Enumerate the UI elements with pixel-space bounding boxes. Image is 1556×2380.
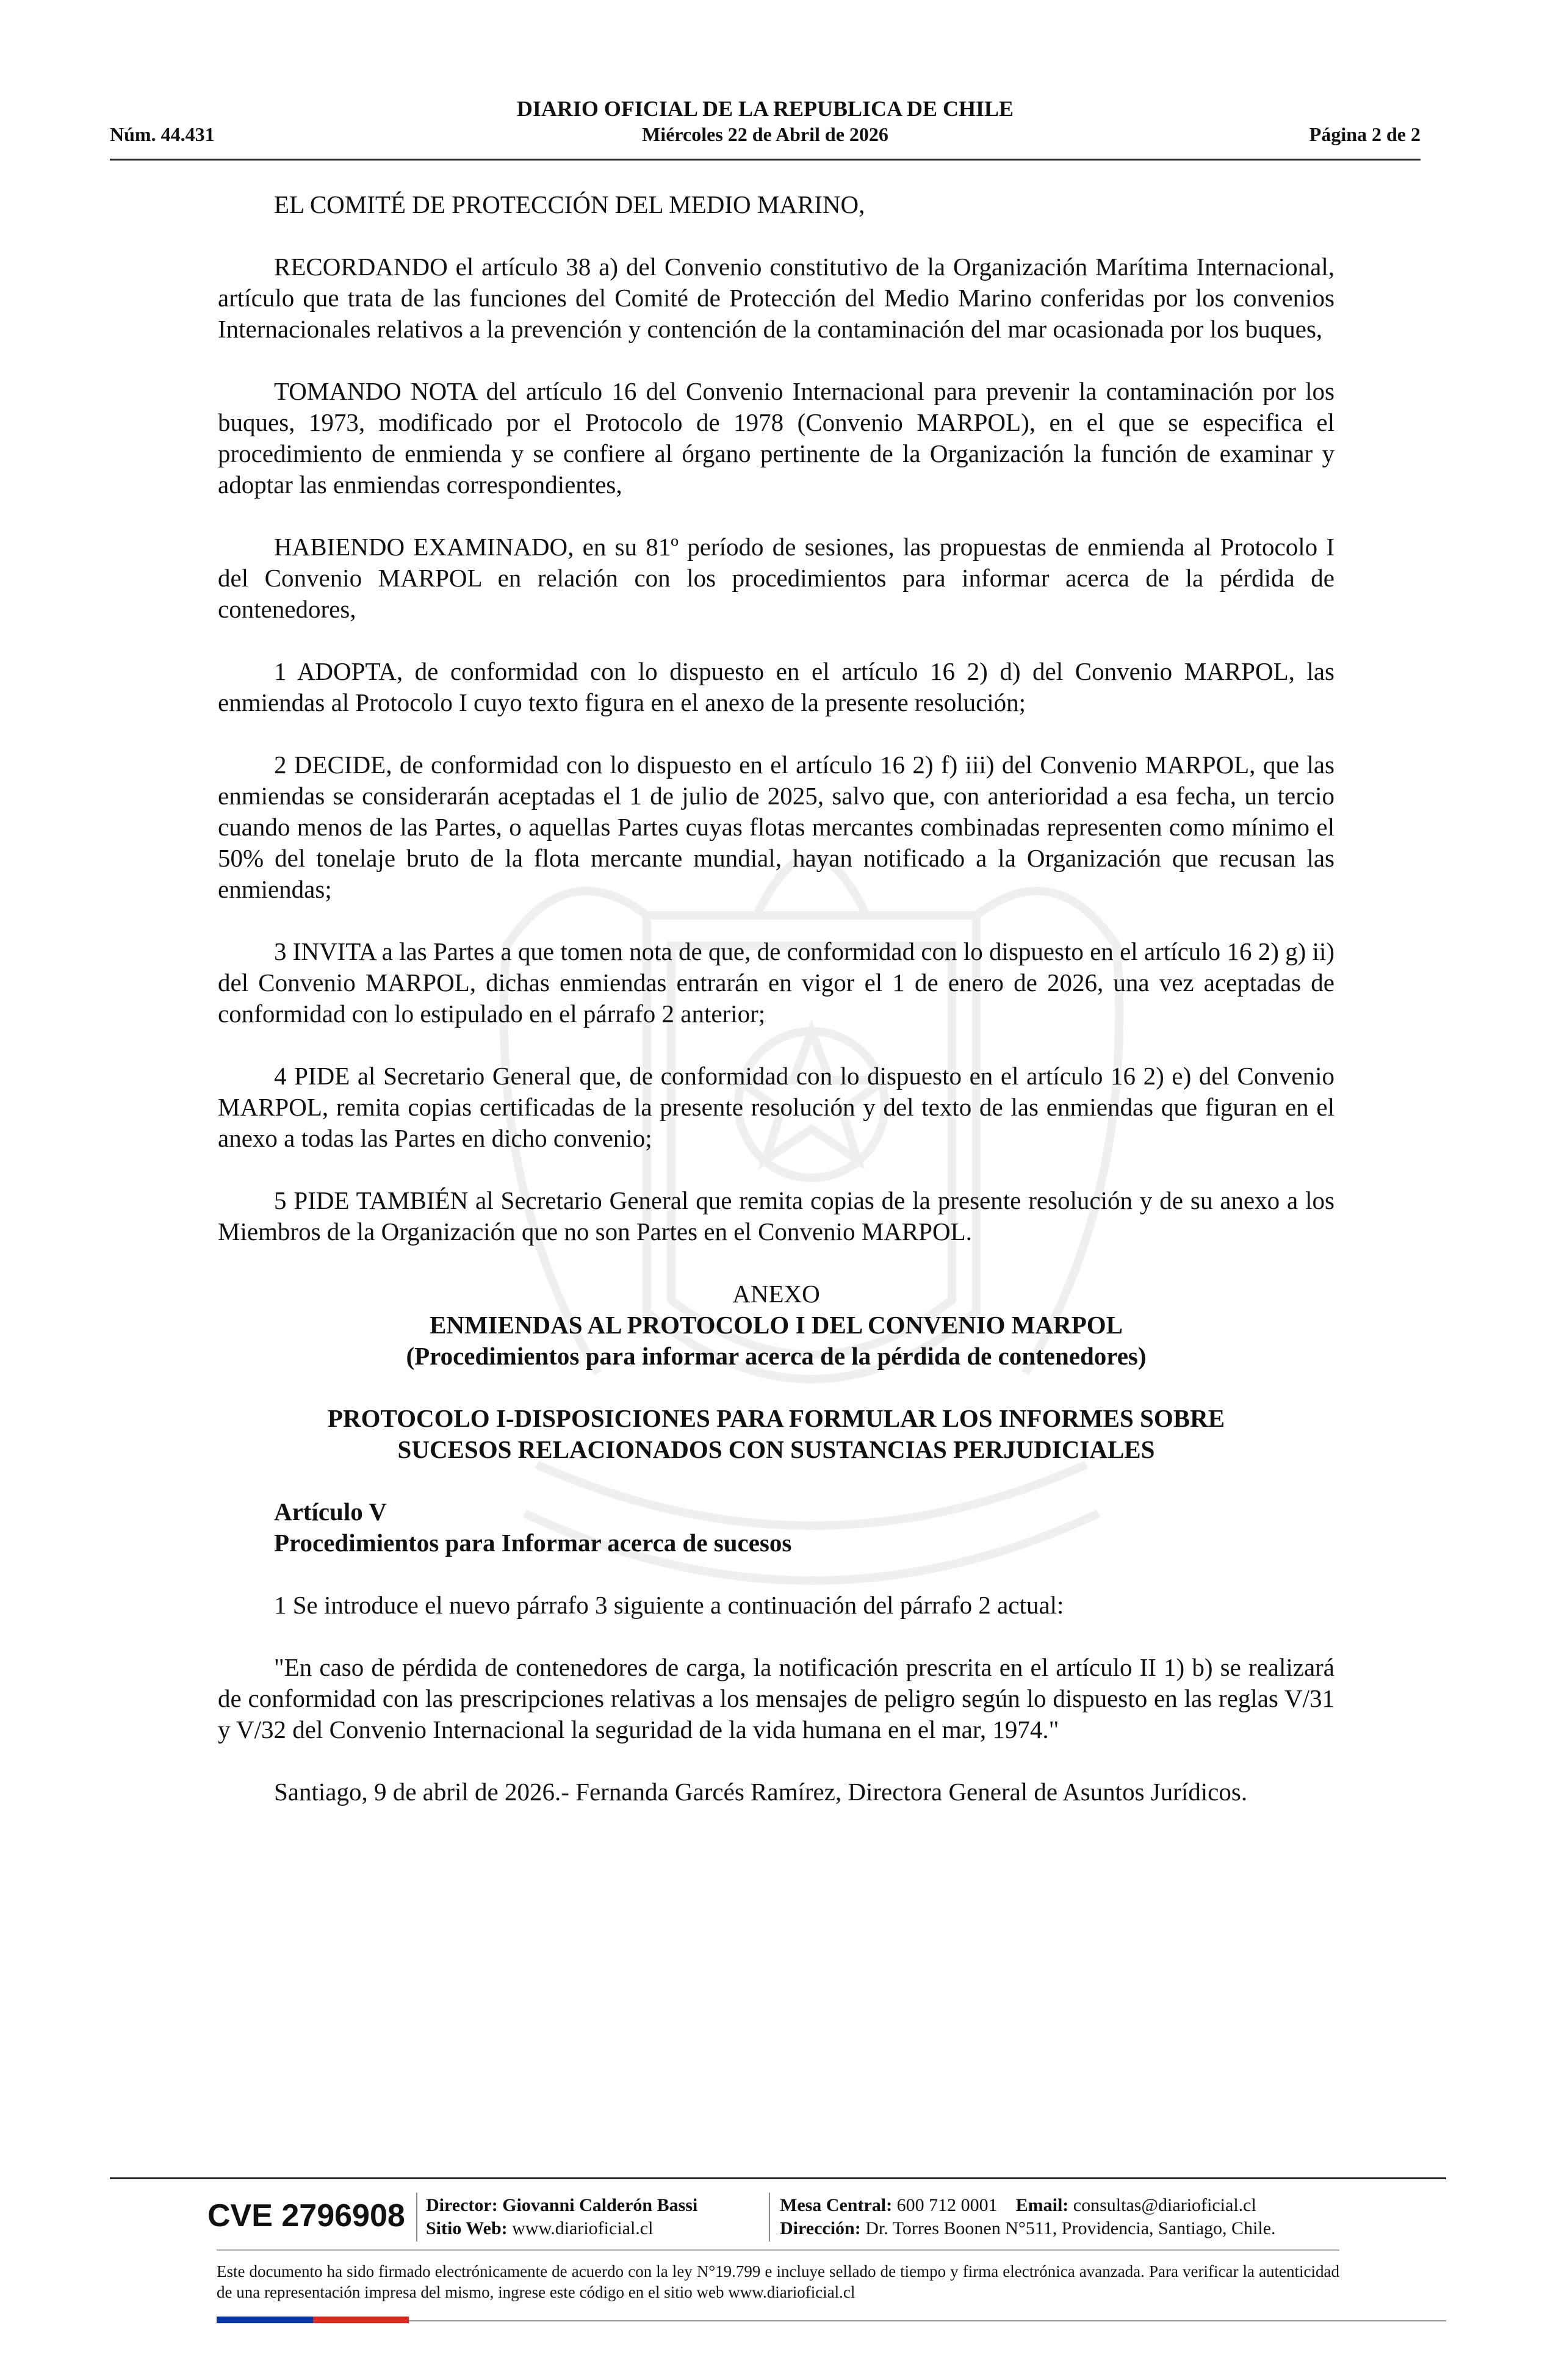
article-subtitle: Procedimientos para Informar acerca de sucesos [274, 1529, 792, 1557]
address-label: Dirección: [780, 2218, 861, 2238]
website-label: Sitio Web: [426, 2218, 508, 2238]
article-quote: "En caso de pérdida de contenedores de carga, la notificación prescrita en el artículo II 1) b) se realizará de conformidad con las prescripciones relativas a los mensajes de peligro según lo dispuesto en las reglas V/31 y V/32 del Convenio Internacional la seguridad de la vida humana en el mar, 1974." [218, 1653, 1334, 1744]
director-label: Director: [426, 2195, 498, 2215]
article-heading [274, 1496, 1334, 1559]
page-footer [110, 2177, 1446, 2301]
annex-title: ANEXO [732, 1280, 820, 1308]
paragraph-invita: 3 INVITA a las Partes a que tomen nota de que, de conformidad con lo dispuesto en el artículo 16 2) g) ii) del Convenio MARPOL, dichas enmiendas entrarán en vigor el 1 de enero de 2026, una vez aceptadas de conformidad con lo estipulado en el párrafo 2 anterior; [218, 937, 1334, 1028]
page-header [110, 95, 1421, 160]
footer-separator [217, 2249, 1339, 2251]
footer-bottom-rule [409, 2320, 1446, 2321]
email-label: Email: [1015, 2195, 1069, 2215]
annex-subtitle: ENMIENDAS AL PROTOCOLO I DEL CONVENIO MARPOL [429, 1311, 1123, 1339]
cve-code: CVE 2796908 [207, 2198, 405, 2234]
protocol-title-line1: PROTOCOLO I-DISPOSICIONES PARA FORMULAR LOS INFORMES SOBRE [327, 1404, 1225, 1432]
gazette-title: DIARIO OFICIAL DE LA REPUBLICA DE CHILE [516, 96, 1014, 121]
protocol-heading [218, 1403, 1334, 1465]
flag-red-segment [313, 2317, 409, 2323]
article-title: Artículo V [274, 1498, 387, 1526]
phone-label: Mesa Central: [780, 2195, 893, 2215]
paragraph-recordando: RECORDANDO el artículo 38 a) del Convenio constitutivo de la Organización Marítima Internacional, artículo que trata de las funciones del Comité de Protección del Medio Marino conferidas por los convenios Internacionales relativos a la prevención y contención de la contaminación del mar ocasionada por los buques, [218, 253, 1334, 343]
flag-color-bar [217, 2317, 409, 2323]
paragraph-habiendo-examinado: HABIENDO EXAMINADO, en su 81º período de sesiones, las propuestas de enmienda al Protocolo I del Convenio MARPOL en relación con los procedimientos para informar acerca de la pérdida de contenedores, [218, 533, 1334, 623]
issue-number: Núm. 44.431 [110, 123, 215, 145]
protocol-title-line2: SUCESOS RELACIONADOS CON SUSTANCIAS PERJUDICIALES [397, 1435, 1155, 1463]
paragraph-adopta: 1 ADOPTA, de conformidad con lo dispuesto en el artículo 16 2) d) del Convenio MARPOL, las enmiendas al Protocolo I cuyo texto figura en el anexo de la presente resolución; [218, 657, 1334, 716]
annex-heading [218, 1278, 1334, 1372]
address-text: Dr. Torres Boonen N°511, Providencia, Santiago, Chile. [865, 2218, 1276, 2238]
email-link[interactable]: consultas@diarioficial.cl [1073, 2195, 1256, 2215]
issue-date: Miércoles 22 de Abril de 2026 [642, 123, 888, 145]
article-paragraph: 1 Se introduce el nuevo párrafo 3 siguiente a continuación del párrafo 2 actual: [274, 1591, 1064, 1619]
committee-heading: EL COMITÉ DE PROTECCIÓN DEL MEDIO MARINO, [274, 190, 865, 218]
footer-divider [416, 2193, 417, 2241]
paragraph-pide-tambien: 5 PIDE TAMBIÉN al Secretario General que remita copias de la presente resolución y de su anexo a los Miembros de la Organización que no son Partes en el Convenio MARPOL. [218, 1186, 1334, 1246]
signature-note: Este documento ha sido firmado electrónicamente de acuerdo con la ley N°19.799 e incluye sellado de tiempo y firma electrónica avanzada. Para verificar la autenticidad de una representación impresa del mismo, ingrese este código en el sitio web www.diarioficial.cl [217, 2262, 1339, 2301]
director-name: Giovanni Calderón Bassi [502, 2195, 698, 2215]
document-body [218, 189, 1334, 1839]
footer-contact-info [780, 2194, 1276, 2240]
website-link[interactable]: www.diarioficial.cl [512, 2218, 654, 2238]
annex-subtitle-note: (Procedimientos para informar acerca de la pérdida de contenedores) [406, 1342, 1147, 1370]
footer-divider [769, 2193, 770, 2241]
footer-director-info [426, 2194, 697, 2240]
paragraph-tomando-nota: TOMANDO NOTA del artículo 16 del Convenio Internacional para prevenir la contaminación por los buques, 1973, modificado por el Protocolo de 1978 (Convenio MARPOL), en el que se especifica el procedimiento de enmienda y se confiere al órgano pertinente de la Organización la función de examinar y adoptar las enmiendas correspondientes, [218, 377, 1334, 499]
phone-number: 600 712 0001 [896, 2195, 998, 2215]
paragraph-decide: 2 DECIDE, de conformidad con lo dispuesto en el artículo 16 2) f) iii) del Convenio MARPOL, que las enmiendas se considerarán aceptadas el 1 de julio de 2025, salvo que, con anterioridad a esa fecha, un tercio cuando menos de las Partes, o aquellas Partes cuyas flotas mercantes combinadas representen como mínimo el 50% del tonelaje bruto de la flota mercante mundial, hayan notificado a la Organización que recusan las enmiendas; [218, 751, 1334, 903]
page-number: Página 2 de 2 [1309, 123, 1421, 145]
signature-line: Santiago, 9 de abril de 2026.- Fernanda Garcés Ramírez, Directora General de Asuntos Jurídicos. [274, 1778, 1248, 1806]
paragraph-pide: 4 PIDE al Secretario General que, de conformidad con lo dispuesto en el artículo 16 2) e) del Convenio MARPOL, remita copias certificadas de la presente resolución y del texto de las enmiendas que figuran en el anexo a todas las Partes en dicho convenio; [218, 1062, 1334, 1152]
